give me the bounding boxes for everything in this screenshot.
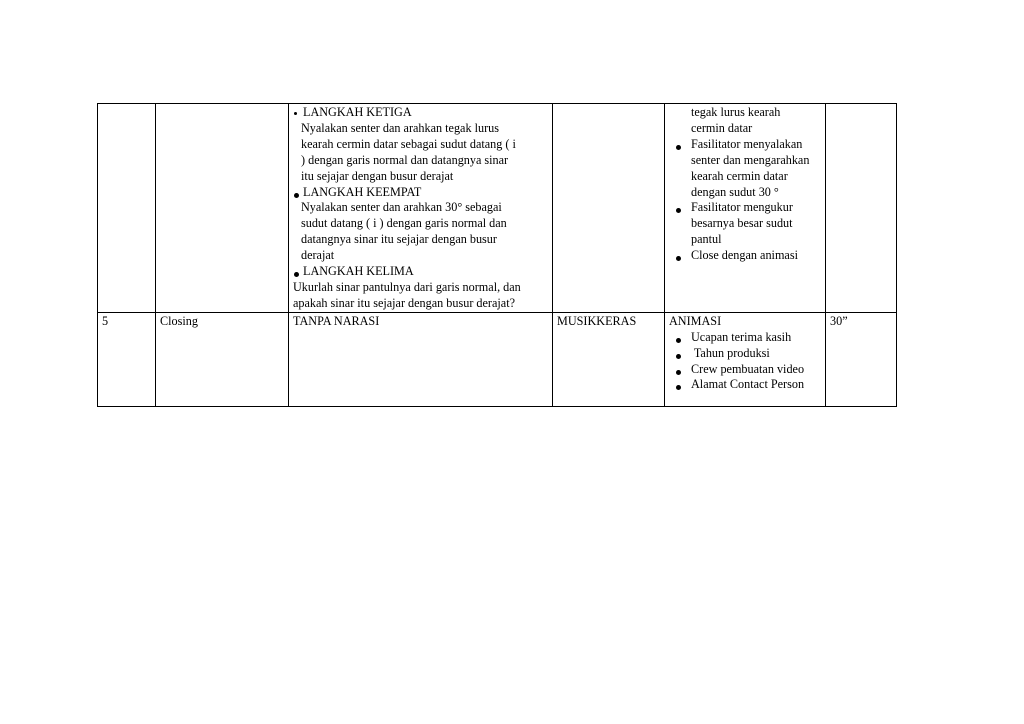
cell-duration: 30” — [826, 312, 897, 406]
visual-text: Ucapan terima kasih — [691, 329, 792, 344]
cell-audio — [553, 104, 665, 313]
bullet-icon — [294, 112, 297, 115]
table-row — [98, 104, 897, 313]
visual-line: kearah cermin datar — [691, 168, 788, 183]
narration-line: ) dengan garis normal dan datangnya sinar — [301, 152, 509, 167]
list-item — [669, 137, 821, 153]
narration-line: sudut datang ( i ) dengan garis normal dan — [301, 216, 507, 231]
list-item — [669, 248, 821, 264]
visual-text: Close dengan animasi — [691, 248, 798, 263]
narration-line: Ukurlah sinar pantulnya dari garis normal, dan — [293, 279, 521, 294]
visual-text: Crew pembuatan video — [691, 361, 805, 376]
narration-line: Nyalakan senter dan arahkan tegak lurus — [301, 120, 499, 135]
narration-line: Nyalakan senter dan arahkan 30° sebagai — [301, 200, 502, 215]
cell-number: 5 — [98, 312, 156, 406]
cell-visual — [665, 104, 826, 313]
narration-line: kearah cermin datar sebagai sudut datang ( i — [301, 136, 516, 151]
bullet-icon — [676, 338, 681, 343]
bullet-icon — [676, 145, 681, 150]
visual-line: tegak lurus kearah — [691, 105, 781, 119]
visual-line: besarnya besar sudut — [691, 216, 793, 231]
list-item — [669, 346, 821, 362]
list-item — [293, 185, 548, 201]
cell-duration — [826, 104, 897, 313]
storyboard-table — [97, 103, 897, 407]
list-item — [669, 362, 821, 378]
cell-segment — [156, 104, 289, 313]
narration-line: itu sejajar dengan busur derajat — [301, 168, 454, 183]
bullet-icon — [294, 193, 299, 198]
bullet-icon — [676, 256, 681, 261]
step-heading: LANGKAH KELIMA — [303, 264, 414, 279]
bullet-icon — [294, 272, 299, 277]
bullet-icon — [676, 370, 681, 375]
cell-narration: TANPA NARASI — [289, 312, 553, 406]
bullet-icon — [676, 354, 681, 359]
visual-text: Fasilitator mengukur — [691, 200, 793, 215]
narration-line: datangnya sinar itu sejajar dengan busur — [301, 232, 497, 247]
cell-narration — [289, 104, 553, 313]
list-item — [669, 377, 821, 393]
bullet-icon — [676, 208, 681, 213]
narration-line: derajat — [301, 248, 335, 263]
visual-line: pantul — [691, 232, 722, 247]
visual-title: ANIMASI — [669, 313, 722, 328]
visual-line: dengan sudut 30 ° — [691, 184, 779, 199]
cell-segment: Closing — [156, 312, 289, 406]
visual-text: Tahun produksi — [691, 345, 770, 360]
visual-text: Alamat Contact Person — [691, 377, 805, 392]
narration-line: apakah sinar itu sejajar dengan busur derajat? — [293, 295, 515, 310]
list-item — [293, 264, 548, 280]
visual-line: senter dan mengarahkan — [691, 152, 810, 167]
visual-line: cermin datar — [691, 120, 753, 135]
table-row — [98, 312, 897, 406]
bullet-icon — [676, 385, 681, 390]
list-item — [293, 105, 548, 121]
step-heading: LANGKAH KEEMPAT — [303, 184, 422, 199]
step-heading: LANGKAH KETIGA — [303, 105, 412, 119]
visual-text: Fasilitator menyalakan — [691, 136, 803, 151]
cell-visual — [665, 312, 826, 406]
list-item — [669, 200, 821, 216]
cell-number — [98, 104, 156, 313]
cell-audio: MUSIKKERAS — [553, 312, 665, 406]
list-item — [669, 330, 821, 346]
